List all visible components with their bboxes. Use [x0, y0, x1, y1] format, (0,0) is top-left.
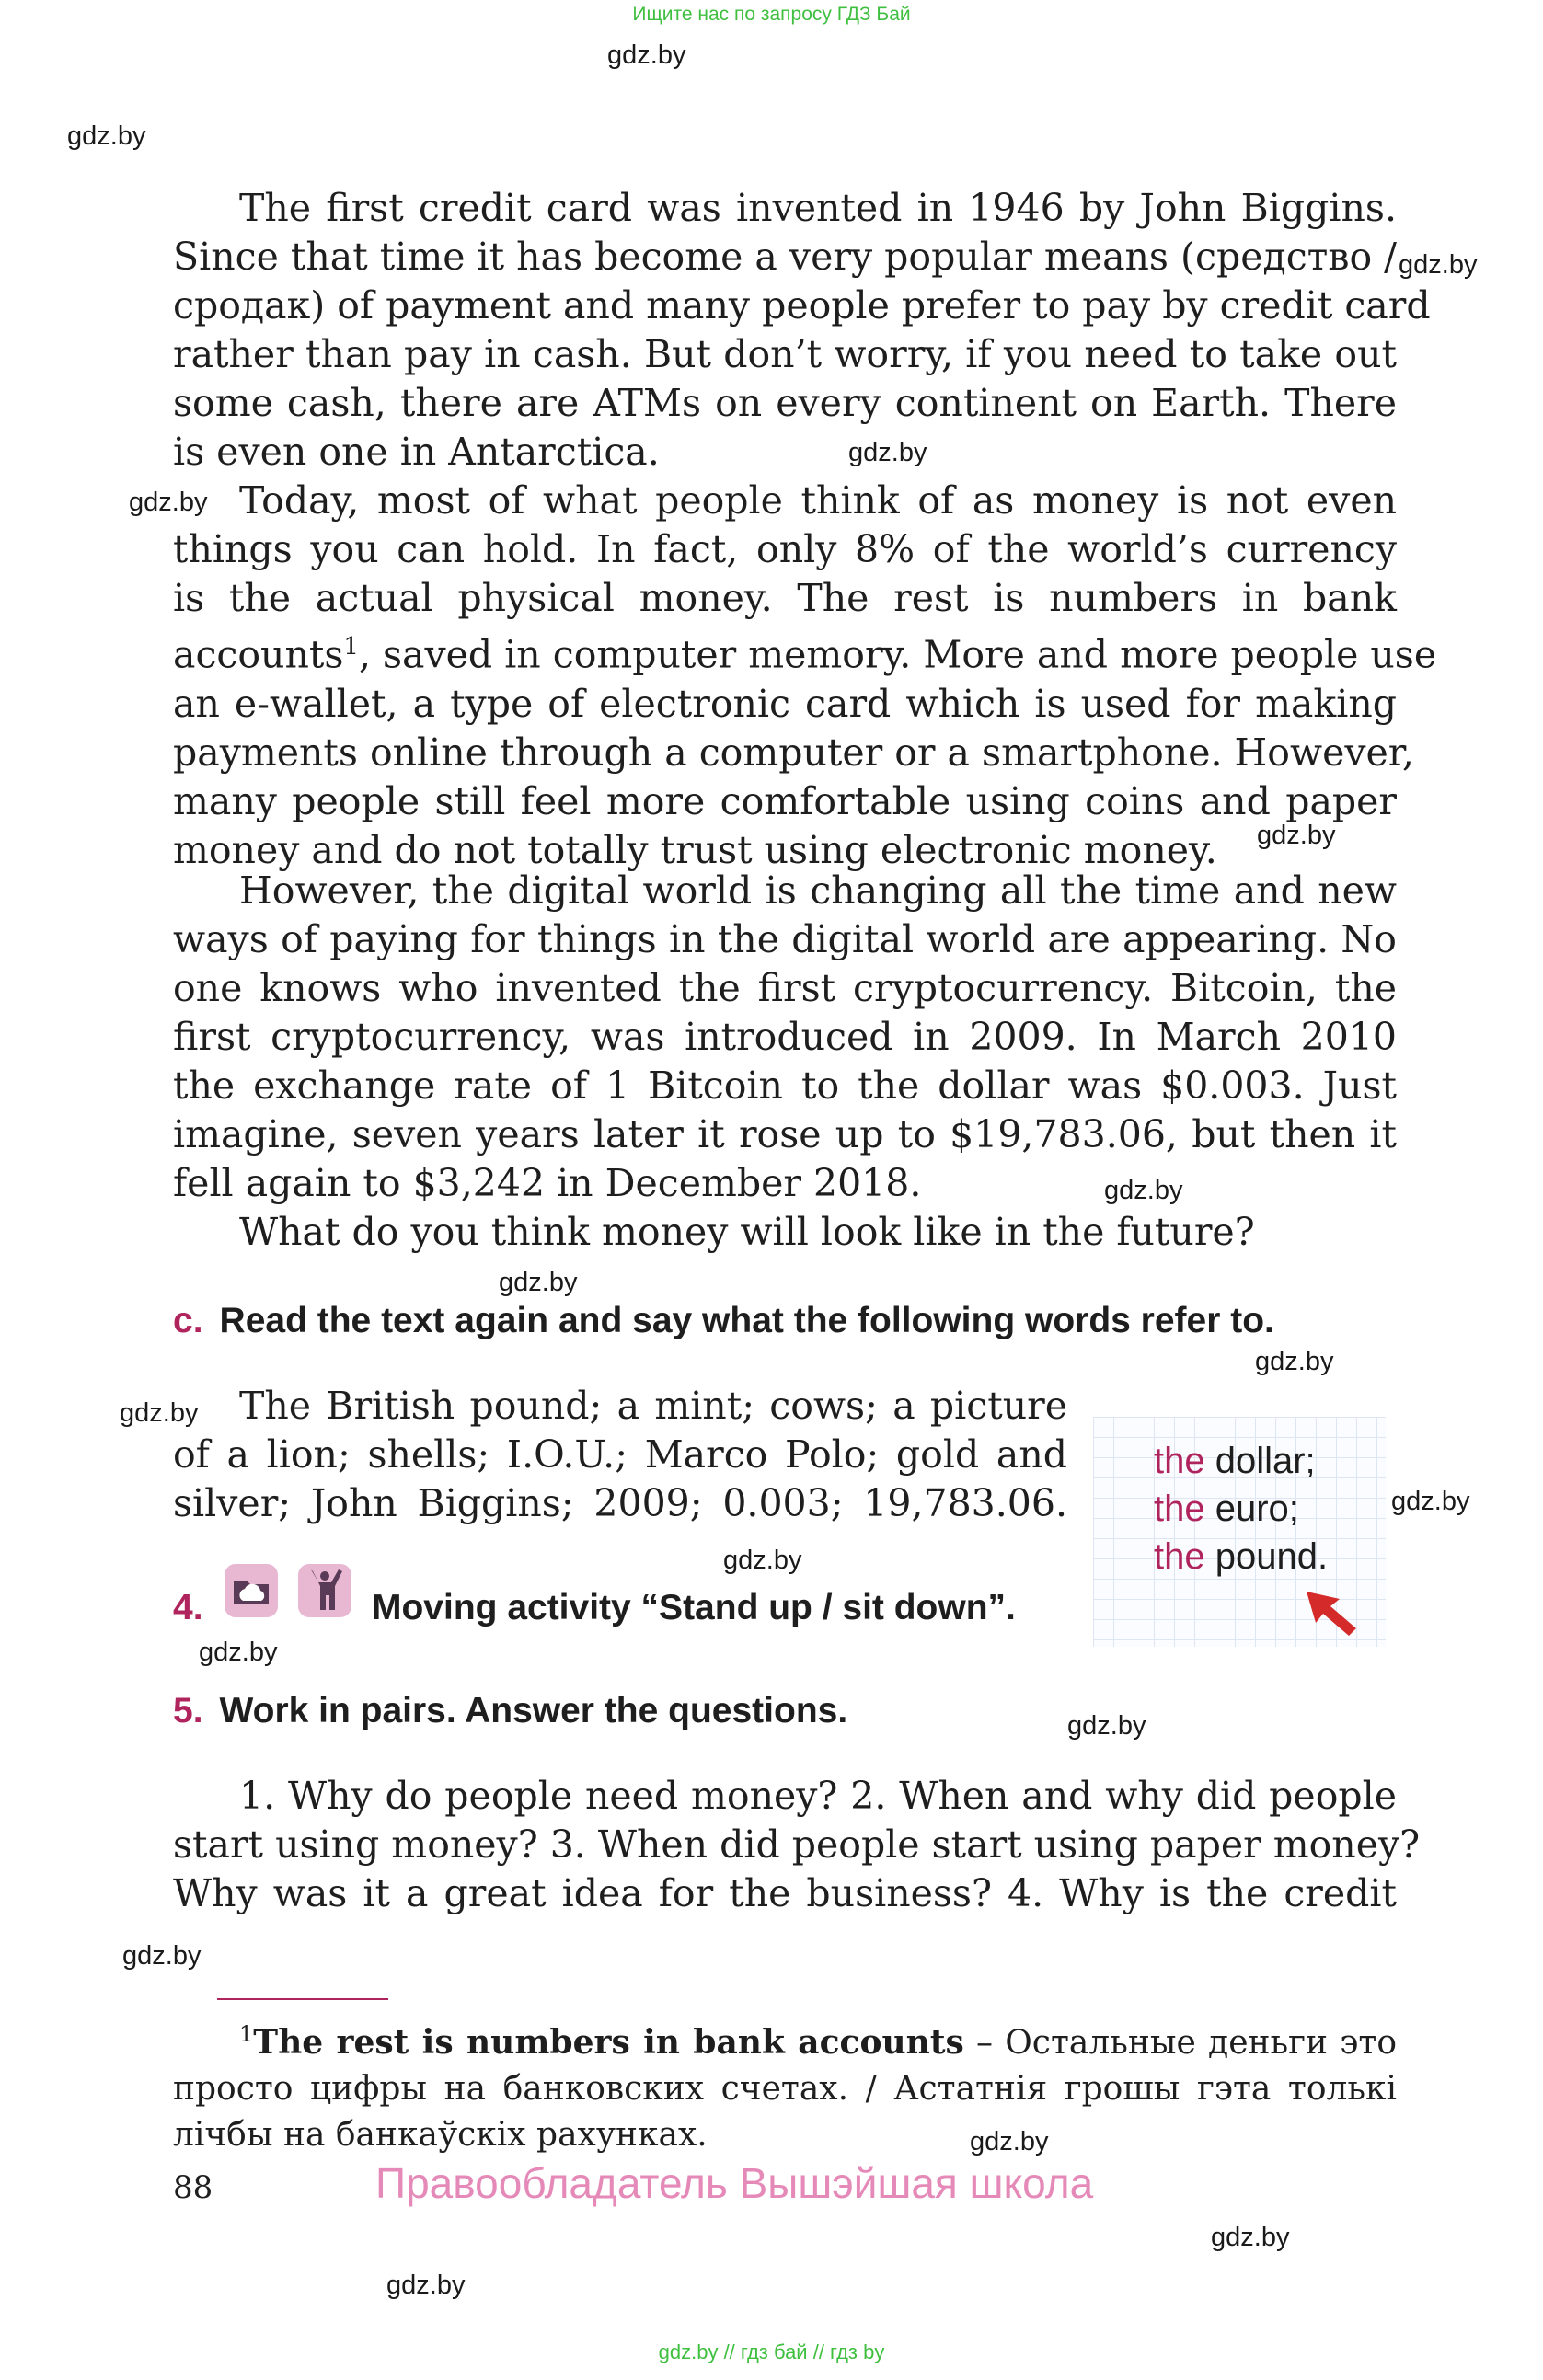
text-line: – Остальные деньги это: [963, 2024, 1398, 2062]
watermark: gdz.by: [1255, 1347, 1334, 1376]
text-line: 1. Why do people need money? 2. When and why did people: [239, 1774, 1397, 1818]
text-line: many people still feel more comfortable using coins and paper: [173, 778, 1397, 823]
note-word: pound.: [1204, 1536, 1329, 1577]
text-line: fell again to $3,242 in December 2018.: [173, 1161, 922, 1205]
watermark: gdz.by: [848, 438, 927, 467]
note-line: [1154, 1489, 1299, 1530]
text-line: , saved in computer memory. More and more people use: [358, 632, 1437, 677]
footnote: [173, 2011, 1397, 2158]
note-box: [1093, 1417, 1386, 1647]
copyright-watermark: Правообладатель Вышэйшая школа: [375, 2159, 1094, 2207]
text-line: silver; John Biggins; 2009; 0.003; 19,783.06.: [173, 1481, 1067, 1525]
text-line: one knows who invented the first cryptocurrency. Bitcoin, the: [173, 966, 1397, 1010]
text-line: things you can hold. In fact, only 8% of the world’s currency: [173, 527, 1397, 571]
text-line: accounts: [173, 632, 344, 677]
text-line: The first credit card was invented in 1946 by John Biggins.: [239, 186, 1397, 230]
text-line: лічбы на банкаўскіх рахунках.: [173, 2116, 708, 2154]
task-number: 4.: [173, 1588, 203, 1627]
text-line: is even one in Antarctica.: [173, 430, 660, 474]
watermark: gdz.by: [1391, 1487, 1470, 1516]
task-4-text: [372, 1588, 1016, 1628]
watermark: gdz.by: [386, 2271, 466, 2300]
watermark: gdz.by: [1399, 250, 1478, 280]
note-line: [1154, 1536, 1328, 1578]
watermark: gdz.by: [607, 40, 686, 70]
text-line: Why was it a great idea for the business? 4. Why is the credit: [173, 1871, 1397, 1915]
watermark: gdz.by: [199, 1638, 278, 1667]
watermark: gdz.by: [67, 121, 146, 151]
paragraph-digital-money: [173, 477, 1437, 875]
note-article: the: [1154, 1536, 1205, 1577]
task-text: Moving activity “Stand up / sit down”.: [372, 1588, 1016, 1627]
text-line: rather than pay in cash. But don’t worry, if you need to take out: [173, 332, 1397, 376]
task-number: c.: [173, 1301, 203, 1340]
text-line: просто цифры на банковских счетах. / Астатнія грошы гэта толькі: [173, 2070, 1397, 2108]
text-line: is the actual physical money. The rest is numbers in bank: [173, 576, 1397, 620]
watermark: gdz.by: [1211, 2223, 1290, 2252]
note-article: the: [1154, 1489, 1205, 1529]
task-4-heading: [173, 1588, 220, 1628]
text-line: Today, most of what people think of as money is not even: [239, 478, 1397, 523]
watermark: gdz.by: [1257, 821, 1336, 850]
task-5-heading: [173, 1691, 847, 1731]
task-text: Work in pairs. Answer the questions.: [219, 1691, 848, 1730]
watermark: gdz.by: [1104, 1176, 1183, 1205]
note-word: dollar;: [1204, 1441, 1316, 1481]
text-line: сродак) of payment and many people prefer to pay by credit card: [173, 283, 1431, 328]
note-line: [1154, 1441, 1316, 1482]
footnote-divider: [217, 1998, 388, 2000]
task-c-heading: [173, 1301, 1274, 1341]
paragraph-cryptocurrency: [173, 867, 1397, 1208]
text-line: payments online through a computer or a smartphone. However,: [173, 730, 1414, 775]
text-line: first cryptocurrency, was introduced in 2009. In March 2010: [173, 1015, 1397, 1059]
watermark: gdz.by: [499, 1268, 578, 1297]
watermark: gdz.by: [122, 1941, 202, 1971]
folder-cloud-icon: [225, 1564, 278, 1617]
words-list: [173, 1382, 1067, 1528]
text-line: ways of paying for things in the digital world are appearing. No: [173, 917, 1397, 961]
watermark: gdz.by: [129, 488, 208, 517]
text-line: an e-wallet, a type of electronic card which is used for making: [173, 681, 1397, 726]
top-banner[interactable]: Ищите нас по запросу ГДЗ Бай: [632, 4, 911, 25]
watermark: gdz.by: [970, 2127, 1049, 2156]
person-standing-icon: [298, 1564, 351, 1617]
watermark: gdz.by: [723, 1546, 802, 1575]
text-line: the exchange rate of 1 Bitcoin to the dollar was $0.003. Just: [173, 1064, 1397, 1108]
watermark: gdz.by: [120, 1398, 199, 1428]
red-arrow-icon: [1303, 1588, 1360, 1639]
note-word: euro;: [1204, 1489, 1299, 1529]
note-article: the: [1154, 1441, 1205, 1481]
watermark: gdz.by: [1067, 1711, 1146, 1741]
text-line: money and do not totally trust using electronic money.: [173, 827, 1217, 872]
page-number: 88: [173, 2169, 213, 2206]
bottom-links[interactable]: gdz.by // гдз бай // гдз by: [658, 2340, 885, 2363]
text-line: What do you think money will look like in the future?: [239, 1210, 1255, 1254]
text-line: The British pound; a mint; cows; a picture: [239, 1384, 1067, 1428]
footnote-marker: 1: [239, 2021, 254, 2047]
text-line: of a lion; shells; I.O.U.; Marco Polo; gold and: [173, 1432, 1067, 1477]
task-number: 5.: [173, 1691, 203, 1730]
text-line: Since that time it has become a very popular means (средство /: [173, 235, 1397, 279]
paragraph-future-question: [173, 1208, 1397, 1257]
footnote-marker: 1: [343, 633, 359, 661]
text-line: imagine, seven years later it rose up to $19,783.06, but then it: [173, 1112, 1397, 1156]
footnote-term: The rest is numbers in bank accounts: [253, 2023, 964, 2062]
text-line: However, the digital world is changing all the time and new: [239, 868, 1397, 913]
text-line: some cash, there are ATMs on every continent on Earth. There: [173, 381, 1397, 425]
paragraph-credit-card: [173, 184, 1431, 477]
task-text: Read the text again and say what the following words refer to.: [219, 1301, 1274, 1340]
text-line: start using money? 3. When did people start using paper money?: [173, 1822, 1421, 1867]
questions-paragraph: [173, 1772, 1421, 1918]
